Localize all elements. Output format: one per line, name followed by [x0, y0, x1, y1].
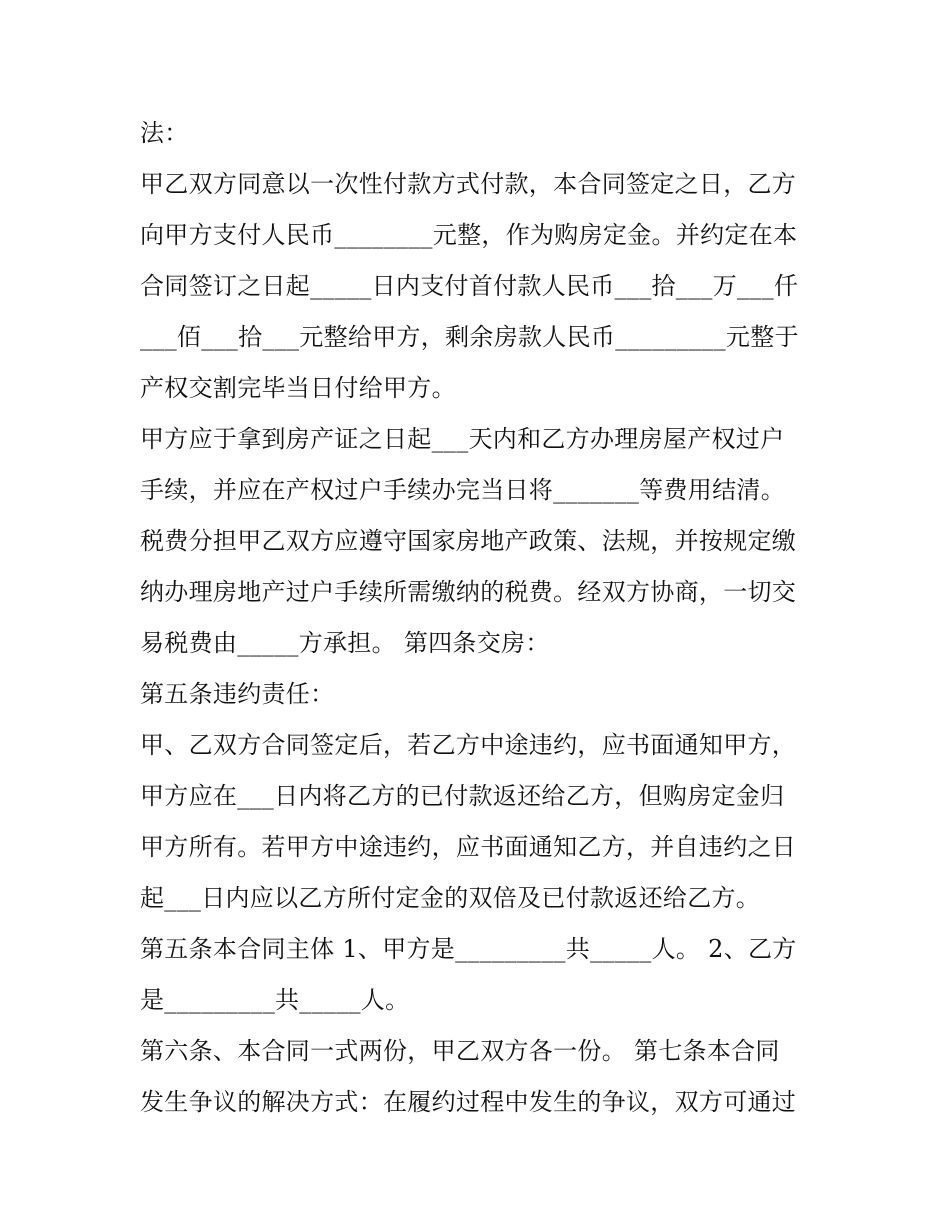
- text-line: 向甲方支付人民币________元整，作为购房定金。并约定在本: [140, 221, 798, 249]
- paragraph-tax-sharing: [140, 516, 820, 669]
- paragraph-contract-parties: [140, 924, 820, 1026]
- text-line: 甲方所有。若甲方中途违约，应书面通知乙方，并自违约之日: [140, 833, 797, 861]
- text-line: 合同签订之日起_____日内支付首付款人民币___拾___万___仟: [140, 272, 799, 300]
- text-line: 是_________共_____人。: [140, 986, 410, 1014]
- paragraph-breach-liability: [140, 720, 820, 924]
- text-line: 法：: [140, 119, 189, 147]
- paragraph-method-heading: [140, 108, 820, 159]
- text-line: 甲方应在___日内将乙方的已付款返还给乙方，但购房定金归: [140, 782, 785, 810]
- paragraph-transfer-procedures: [140, 414, 820, 516]
- text-line: ___佰___拾___元整给甲方，剩余房款人民币_________元整于: [140, 323, 799, 351]
- paragraph-copies-disputes: [140, 1026, 820, 1128]
- text-line: 纳办理房地产过户手续所需缴纳的税费。经双方协商，一切交: [140, 578, 797, 606]
- text-line: 甲、乙双方合同签定后，若乙方中途违约，应书面通知甲方，: [140, 731, 797, 759]
- text-line: 第六条、本合同一式两份，甲乙双方各一份。 第七条本合同: [140, 1037, 780, 1065]
- text-line: 易税费由_____方承担。 第四条交房：: [140, 629, 550, 657]
- text-line: 税费分担甲乙双方应遵守国家房地产政策、法规，并按规定缴: [140, 527, 797, 555]
- document-body: [140, 108, 820, 1128]
- text-line: 起___日内应以乙方所付定金的双倍及已付款返还给乙方。: [140, 884, 761, 912]
- text-line: 产权交割完毕当日付给甲方。: [140, 374, 456, 402]
- text-line: 甲方应于拿到房产证之日起___天内和乙方办理房屋产权过户: [140, 425, 785, 453]
- text-line: 甲乙双方同意以一次性付款方式付款，本合同签定之日，乙方: [140, 170, 797, 198]
- text-line: 第五条违约责任：: [140, 680, 335, 708]
- text-line: 手续，并应在产权过户手续办完当日将_______等费用结清。: [140, 476, 785, 504]
- text-line: 第五条本合同主体 1、甲方是_________共_____人。 2、乙方: [140, 935, 797, 963]
- paragraph-payment-terms: [140, 159, 820, 414]
- text-line: 发生争议的解决方式：在履约过程中发生的争议，双方可通过: [140, 1088, 797, 1116]
- paragraph-breach-heading: [140, 669, 820, 720]
